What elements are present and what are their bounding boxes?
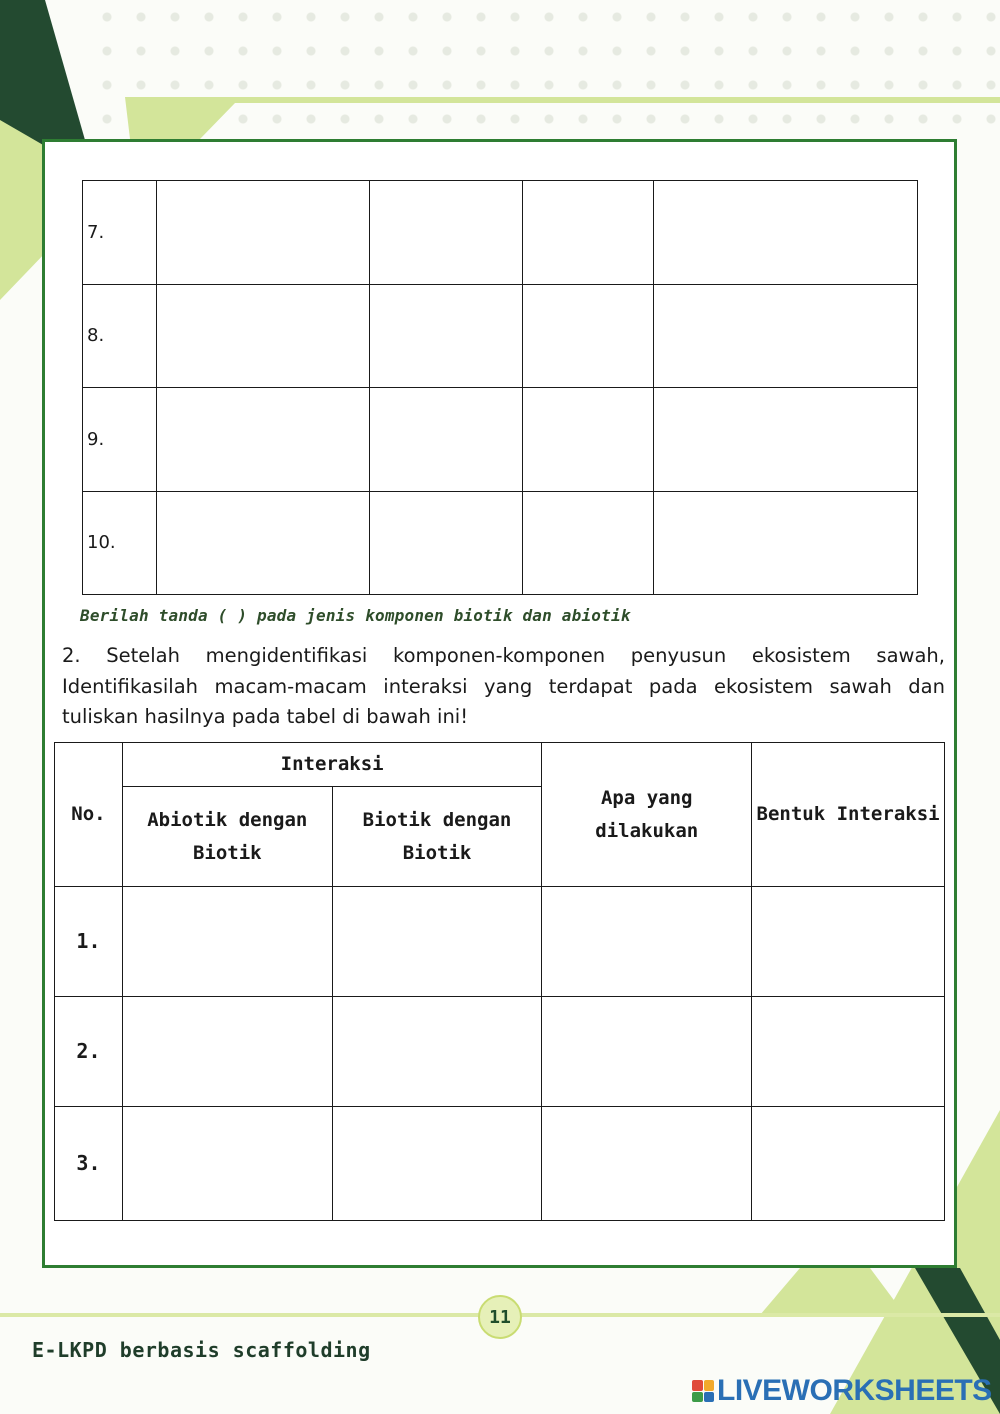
header-biotik-line2: Biotik — [402, 841, 472, 864]
table-cell[interactable] — [156, 284, 369, 388]
row-number: 8. — [83, 284, 157, 388]
row-number: 2. — [55, 997, 123, 1107]
table-cell[interactable] — [654, 388, 918, 492]
table-cell[interactable] — [523, 181, 654, 285]
header-abiotik-line2: Biotik — [192, 841, 262, 864]
table-cell[interactable] — [369, 284, 523, 388]
table-row — [83, 491, 918, 595]
table-cell[interactable] — [654, 284, 918, 388]
table-cell[interactable] — [332, 1107, 542, 1221]
table-cell[interactable] — [156, 388, 369, 492]
header-bentuk-interaksi: Bentuk Interaksi — [752, 743, 945, 887]
header-apa-line1: Apa yang — [600, 786, 693, 809]
row-number: 1. — [55, 887, 123, 997]
table-cell[interactable] — [369, 491, 523, 595]
table-cell[interactable] — [542, 1107, 752, 1221]
header-apa-line2: dilakukan — [595, 819, 699, 842]
table-row — [55, 887, 945, 997]
table-cell[interactable] — [752, 1107, 945, 1221]
table-row — [83, 284, 918, 388]
row-number: 7. — [83, 181, 157, 285]
table-cell[interactable] — [523, 491, 654, 595]
table-cell[interactable] — [523, 388, 654, 492]
liveworksheets-wordmark: LIVEWORKSHEETS — [717, 1374, 992, 1407]
table-cell[interactable] — [654, 491, 918, 595]
table-row — [83, 388, 918, 492]
liveworksheets-logo — [692, 1374, 992, 1408]
question-text: 2. Setelah mengidentifikasi komponen-komponen penyusun ekosistem sawah, Identifikasilah macam-macam interaksi yang terdapat pada ekosistem sawah dan tuliskan hasilnya pada tabel di bawah ini! — [62, 644, 945, 728]
footer-title: E-LKPD berbasis scaffolding — [32, 1338, 371, 1362]
table-cell[interactable] — [332, 997, 542, 1107]
table-cell[interactable] — [122, 887, 332, 997]
table-cell[interactable] — [523, 284, 654, 388]
liveworksheets-icon — [692, 1380, 714, 1402]
table-cell[interactable] — [752, 997, 945, 1107]
table-row — [55, 1107, 945, 1221]
table-cell[interactable] — [156, 491, 369, 595]
table-row — [55, 997, 945, 1107]
bottom-lime-band — [760, 1268, 905, 1315]
table-cell[interactable] — [332, 887, 542, 997]
page-number: 11 — [478, 1295, 522, 1339]
table-instruction: Berilah tanda ( ) pada jenis komponen biotik dan abiotik — [80, 606, 631, 625]
header-interaksi: Interaksi — [122, 743, 541, 787]
component-table-continued — [82, 180, 918, 595]
header-abiotik-biotik — [122, 787, 332, 887]
table-cell[interactable] — [156, 181, 369, 285]
table-row — [83, 181, 918, 285]
header-abiotik-line1: Abiotik dengan — [147, 808, 308, 831]
header-biotik-biotik — [332, 787, 542, 887]
row-number: 9. — [83, 388, 157, 492]
row-number: 10. — [83, 491, 157, 595]
interaction-table — [54, 742, 945, 1221]
header-biotik-line1: Biotik dengan — [362, 808, 512, 831]
table-cell[interactable] — [122, 997, 332, 1107]
table-cell[interactable] — [542, 887, 752, 997]
header-no: No. — [55, 743, 123, 887]
table-cell[interactable] — [654, 181, 918, 285]
row-number: 3. — [55, 1107, 123, 1221]
table-cell[interactable] — [369, 388, 523, 492]
header-apa-yang-dilakukan — [542, 743, 752, 887]
table-cell[interactable] — [752, 887, 945, 997]
top-band — [125, 97, 1000, 139]
table-cell[interactable] — [122, 1107, 332, 1221]
table-cell[interactable] — [542, 997, 752, 1107]
table-cell[interactable] — [369, 181, 523, 285]
